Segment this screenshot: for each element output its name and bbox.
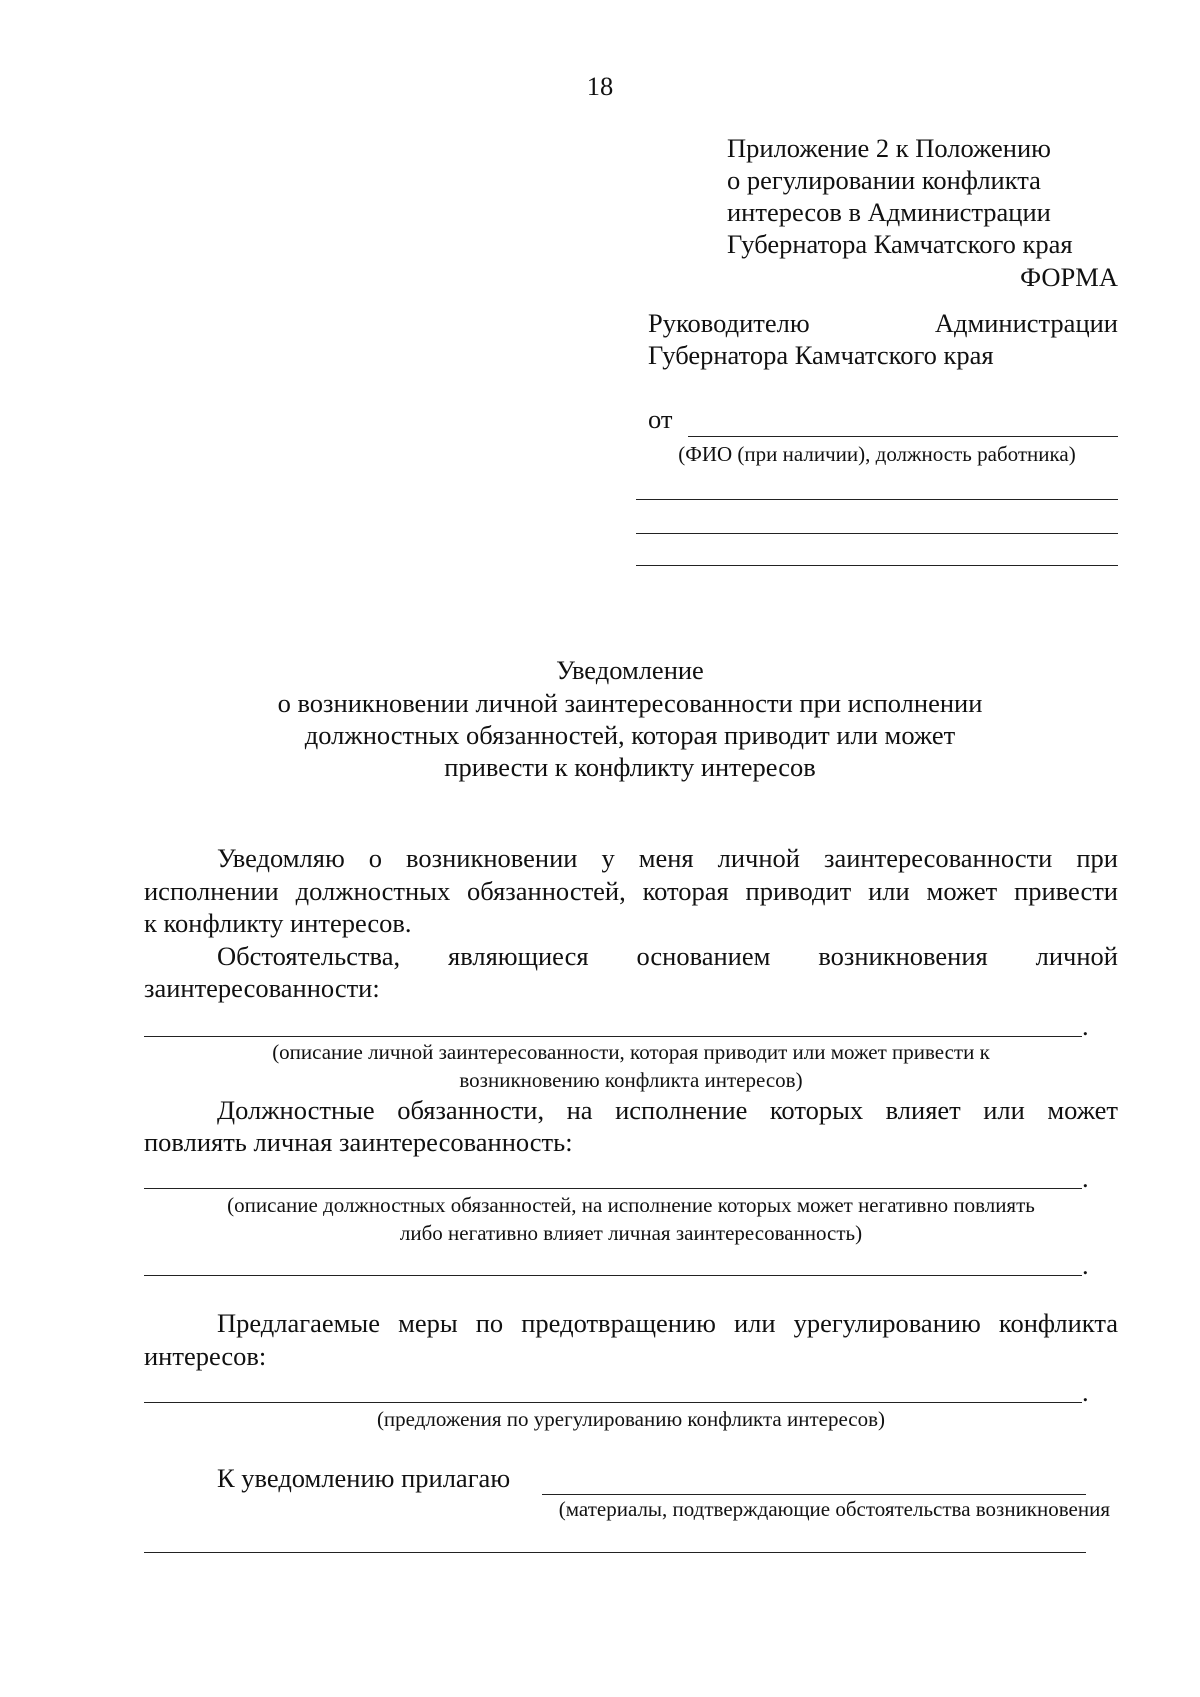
word: у	[601, 843, 615, 873]
word: заинтересованности	[824, 843, 1053, 873]
title-line: Уведомление	[556, 655, 704, 685]
caption-line: либо негативно влияет личная заинтересованность)	[399, 1221, 863, 1245]
word: меня	[638, 843, 694, 873]
appendix-line: о регулировании конфликта	[727, 165, 1041, 195]
appendix-line: интересов в Администрации	[727, 197, 1051, 227]
page-number: 18	[586, 71, 614, 101]
from-name-line[interactable]	[688, 436, 1118, 437]
word: Обстоятельства,	[217, 941, 401, 971]
from-extra-line[interactable]	[636, 499, 1118, 500]
paragraph-line: интересов:	[144, 1341, 267, 1371]
line-end-period: .	[1082, 1011, 1089, 1041]
paragraph-line	[217, 940, 1118, 972]
paragraph-line: Предлагаемые меры по предотвращению или урегулированию конфликта	[217, 1308, 1118, 1338]
fill-line-duties[interactable]	[144, 1188, 1082, 1189]
from-caption: (ФИО (при наличии), должность работника)	[678, 442, 1076, 466]
from-extra-line[interactable]	[636, 533, 1118, 534]
word: личной	[1035, 941, 1118, 971]
attach-label: К уведомлению прилагаю	[217, 1463, 511, 1493]
word: или	[983, 1095, 1025, 1125]
caption-line: (описание должностных обязанностей, на исполнение которых может негативно повлиять	[227, 1193, 1035, 1217]
paragraph-line	[217, 1094, 1118, 1126]
title-line: привести к конфликту интересов	[444, 752, 816, 782]
addressee-line: Губернатора Камчатского края	[648, 340, 994, 370]
word: которых	[769, 1095, 864, 1125]
from-extra-line[interactable]	[636, 565, 1118, 566]
caption-line: (описание личной заинтересованности, которая приводит или может привести к	[272, 1040, 990, 1064]
addressee-word: Руководителю	[648, 308, 810, 338]
word: основанием	[636, 941, 771, 971]
fill-line-circumstances[interactable]	[144, 1036, 1082, 1037]
word: личной	[717, 843, 800, 873]
appendix-line: Приложение 2 к Положению	[727, 133, 1051, 163]
paragraph-line: заинтересованности:	[144, 973, 380, 1003]
title-line: должностных обязанностей, которая приводит или может	[304, 720, 956, 750]
word: при	[1076, 843, 1118, 873]
word: возникновения	[818, 941, 988, 971]
word: о	[368, 843, 383, 873]
word: обязанности,	[397, 1095, 545, 1125]
word: на	[566, 1095, 593, 1125]
appendix-line: Губернатора Камчатского края	[727, 229, 1073, 259]
caption-line: возникновению конфликта интересов)	[459, 1068, 803, 1092]
form-label: ФОРМА	[1020, 262, 1118, 292]
paragraph-line: повлиять личная заинтересованность:	[144, 1127, 573, 1157]
line-end-period: .	[1082, 1163, 1089, 1193]
word: исполнение	[615, 1095, 748, 1125]
word: влияет	[885, 1095, 961, 1125]
line-end-period: .	[1082, 1377, 1089, 1407]
fill-line-measures[interactable]	[144, 1402, 1082, 1403]
addressee-word: Администрации	[934, 308, 1118, 338]
paragraph-line	[217, 842, 1118, 874]
fill-line-attachments[interactable]	[542, 1494, 1086, 1495]
word: возникновении	[406, 843, 578, 873]
word: Должностные	[217, 1095, 375, 1125]
title-line: о возникновении личной заинтересованности при исполнении	[277, 688, 983, 718]
fill-line-attachments-extra[interactable]	[144, 1552, 1086, 1553]
fill-line-duties-extra[interactable]	[144, 1275, 1082, 1276]
caption-line: (предложения по урегулированию конфликта интересов)	[376, 1407, 886, 1431]
word: являющиеся	[448, 941, 589, 971]
from-label: от	[648, 404, 673, 434]
word: может	[1047, 1095, 1118, 1125]
line-end-period: .	[1082, 1250, 1089, 1280]
paragraph-line: к конфликту интересов.	[144, 908, 412, 938]
word: Уведомляю	[217, 843, 345, 873]
caption-line: (материалы, подтверждающие обстоятельства возникновения	[558, 1497, 1110, 1521]
paragraph-line: исполнении должностных обязанностей, которая приводит или может привести	[144, 876, 1118, 906]
